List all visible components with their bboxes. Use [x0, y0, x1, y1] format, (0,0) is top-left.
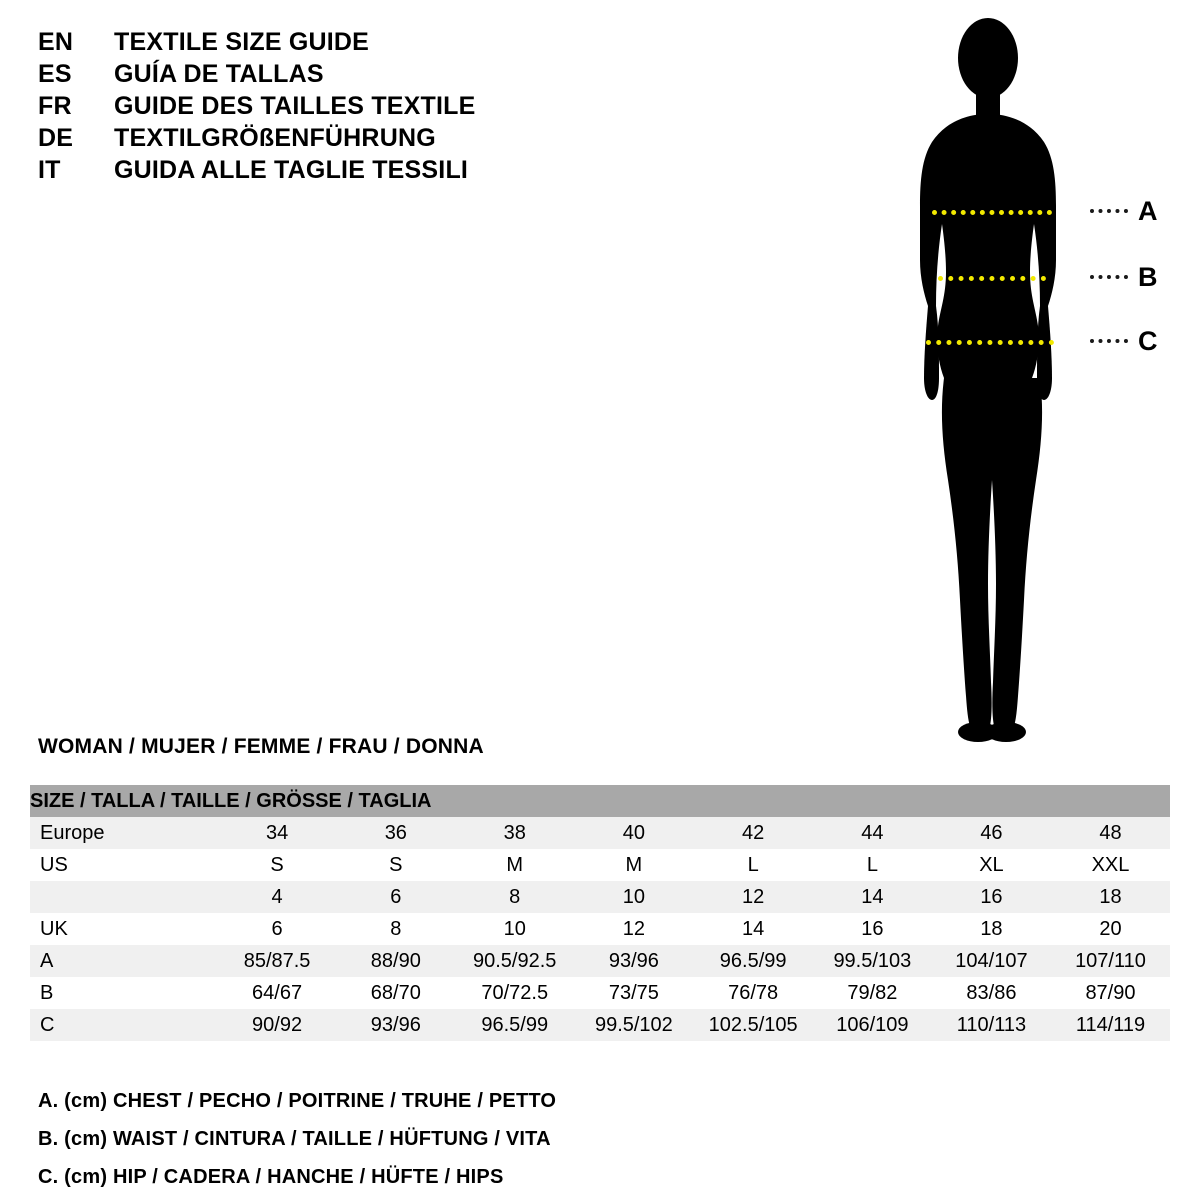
cell-uk-2: 10 [455, 913, 574, 945]
table-row [30, 977, 1170, 1009]
cell-europe-6: 46 [932, 817, 1051, 849]
cell-c-5: 106/109 [813, 1009, 932, 1041]
row-label-uk: UK [30, 913, 218, 945]
title-row-es [38, 60, 638, 89]
cell-us-5: L [813, 849, 932, 881]
leader-line-c-icon [1090, 339, 1128, 343]
leader-line-b-icon [1090, 275, 1128, 279]
cell-uk-3: 12 [574, 913, 693, 945]
marker-row-b [1090, 261, 1158, 292]
table-header-label: SIZE / TALLA / TAILLE / GRÖSSE / TAGLIA [30, 785, 1170, 817]
cell-a-6: 104/107 [932, 945, 1051, 977]
table-row [30, 849, 1170, 881]
legend-line-b: B. (cm) WAIST / CINTURA / TAILLE / HÜFTUNG / VITA [38, 1128, 551, 1150]
language-code-fr: FR [38, 92, 72, 120]
cell-a-3: 93/96 [574, 945, 693, 977]
row-label-us: US [30, 849, 218, 881]
cell-uk-7: 20 [1051, 913, 1170, 945]
size-table [30, 785, 1170, 1041]
cell-us-1: S [337, 849, 456, 881]
title-text-es: GUÍA DE TALLAS [114, 60, 324, 88]
row-label-b: B [30, 977, 218, 1009]
cell-europe-5: 44 [813, 817, 932, 849]
cell-europe-2: 38 [455, 817, 574, 849]
cell-us-2: M [455, 849, 574, 881]
row-label-a: A [30, 945, 218, 977]
cell-uk-0: 6 [218, 913, 337, 945]
legend-line-a: A. (cm) CHEST / PECHO / POITRINE / TRUHE / PETTO [38, 1090, 557, 1112]
legend-line-c: C. (cm) HIP / CADERA / HANCHE / HÜFTE / HIPS [38, 1166, 504, 1188]
cell-b-1: 68/70 [337, 977, 456, 1009]
language-code-es: ES [38, 60, 72, 88]
cell-usnum-5: 14 [813, 881, 932, 913]
body-figure-diagram [840, 10, 1190, 750]
cell-b-0: 64/67 [218, 977, 337, 1009]
measure-line-hip [926, 340, 1054, 345]
cell-usnum-3: 10 [574, 881, 693, 913]
cell-europe-3: 40 [574, 817, 693, 849]
cell-europe-7: 48 [1051, 817, 1170, 849]
cell-us-7: XXL [1051, 849, 1170, 881]
cell-b-6: 83/86 [932, 977, 1051, 1009]
cell-uk-5: 16 [813, 913, 932, 945]
cell-a-1: 88/90 [337, 945, 456, 977]
cell-a-5: 99.5/103 [813, 945, 932, 977]
title-text-fr: GUIDE DES TAILLES TEXTILE [114, 92, 476, 120]
cell-c-6: 110/113 [932, 1009, 1051, 1041]
table-row [30, 945, 1170, 977]
table-row [30, 881, 1170, 913]
measure-line-chest [932, 210, 1052, 215]
cell-uk-4: 14 [693, 913, 812, 945]
cell-europe-0: 34 [218, 817, 337, 849]
cell-c-4: 102.5/105 [693, 1009, 812, 1041]
cell-c-1: 93/96 [337, 1009, 456, 1041]
marker-label-c: C [1138, 325, 1158, 356]
marker-row-a [1090, 195, 1158, 226]
cell-c-2: 96.5/99 [455, 1009, 574, 1041]
marker-label-a: A [1138, 195, 1158, 226]
title-row-it [38, 156, 638, 185]
cell-us-0: S [218, 849, 337, 881]
cell-b-7: 87/90 [1051, 977, 1170, 1009]
cell-b-2: 70/72.5 [455, 977, 574, 1009]
title-block [38, 28, 638, 188]
marker-label-b: B [1138, 261, 1158, 292]
title-row-de [38, 124, 638, 153]
title-text-en: TEXTILE SIZE GUIDE [114, 28, 370, 56]
cell-us-3: M [574, 849, 693, 881]
marker-row-c [1090, 325, 1158, 356]
section-label-woman: WOMAN / MUJER / FEMME / FRAU / DONNA [38, 735, 484, 758]
cell-b-3: 73/75 [574, 977, 693, 1009]
leader-line-a-icon [1090, 209, 1128, 213]
cell-europe-1: 36 [337, 817, 456, 849]
cell-a-4: 96.5/99 [693, 945, 812, 977]
cell-c-3: 99.5/102 [574, 1009, 693, 1041]
cell-europe-4: 42 [693, 817, 812, 849]
cell-usnum-4: 12 [693, 881, 812, 913]
cell-a-2: 90.5/92.5 [455, 945, 574, 977]
measure-line-waist [938, 276, 1046, 281]
cell-a-0: 85/87.5 [218, 945, 337, 977]
cell-usnum-7: 18 [1051, 881, 1170, 913]
language-code-de: DE [38, 124, 74, 152]
cell-c-0: 90/92 [218, 1009, 337, 1041]
cell-b-5: 79/82 [813, 977, 932, 1009]
table-row [30, 913, 1170, 945]
row-label-us-numeric [30, 881, 218, 913]
female-body-silhouette-icon [840, 10, 1190, 750]
legend-block [38, 1090, 738, 1204]
cell-usnum-2: 8 [455, 881, 574, 913]
table-header-row [30, 785, 1170, 817]
table-row [30, 1009, 1170, 1041]
title-row-en [38, 28, 638, 57]
cell-a-7: 107/110 [1051, 945, 1170, 977]
cell-uk-6: 18 [932, 913, 1051, 945]
row-label-c: C [30, 1009, 218, 1041]
title-row-fr [38, 92, 638, 121]
language-code-it: IT [38, 156, 61, 184]
cell-us-6: XL [932, 849, 1051, 881]
cell-us-4: L [693, 849, 812, 881]
cell-uk-1: 8 [337, 913, 456, 945]
cell-c-7: 114/119 [1051, 1009, 1170, 1041]
cell-usnum-1: 6 [337, 881, 456, 913]
cell-usnum-6: 16 [932, 881, 1051, 913]
table-row [30, 817, 1170, 849]
row-label-europe: Europe [30, 817, 218, 849]
language-code-en: EN [38, 28, 74, 56]
cell-b-4: 76/78 [693, 977, 812, 1009]
title-text-de: TEXTILGRÖßENFÜHRUNG [114, 124, 436, 152]
title-text-it: GUIDA ALLE TAGLIE TESSILI [114, 156, 469, 184]
cell-usnum-0: 4 [218, 881, 337, 913]
